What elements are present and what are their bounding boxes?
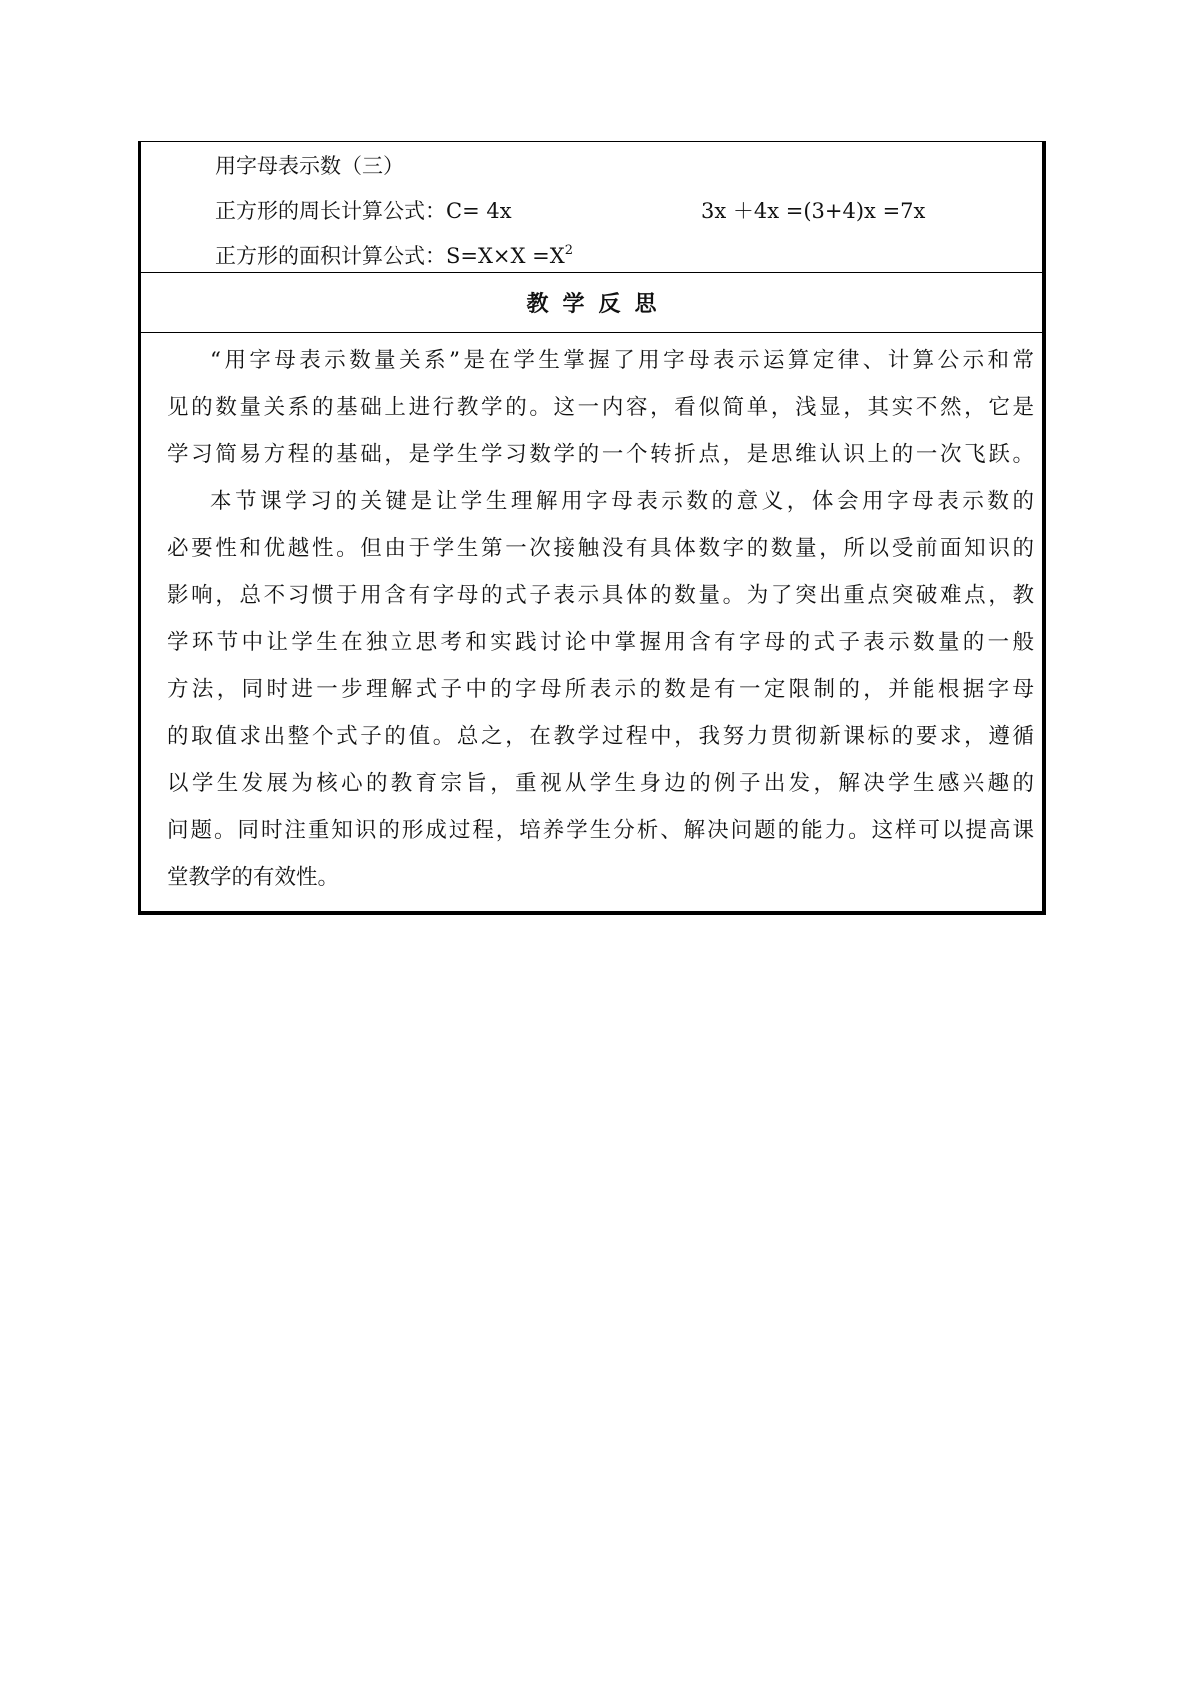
formula-row — [215, 189, 1042, 234]
reflection-body — [141, 333, 1042, 911]
area-formula-exponent: 2 — [564, 243, 573, 258]
paragraph-line: 堂教学的有效性。 — [167, 865, 340, 890]
board-title-text: 用字母表示数（三） — [215, 154, 404, 178]
perimeter-formula: 正方形的周长计算公式：C= 4x — [215, 199, 512, 223]
paragraph-line: 影响，总不习惯于用含有字母的式子表示具体的数量。为了突出重点突破难点，教 — [167, 583, 1034, 608]
area-formula — [215, 234, 1042, 279]
lesson-table — [138, 141, 1046, 915]
paragraph-line: 问题。同时注重知识的形成过程，培养学生分析、解决问题的能力。这样可以提高课 — [167, 818, 1034, 843]
reflection-paragraph-2 — [167, 478, 1034, 901]
combine-formula: 3x ＋4x =(3+4)x =7x — [701, 199, 926, 223]
paragraph-line: 本节课学习的关键是让学生理解用字母表示数的意义，体会用字母表示数的 — [210, 489, 1034, 514]
reflection-heading-text: 教学反思 — [526, 292, 671, 317]
reflection-heading — [141, 273, 1042, 333]
paragraph-line: 以学生发展为核心的教育宗旨，重视从学生身边的例子出发，解决学生感兴趣的 — [167, 771, 1034, 796]
paragraph-line: 方法，同时进一步理解式子中的字母所表示的数是有一定限制的，并能根据字母 — [167, 677, 1034, 702]
paragraph-line: 学习简易方程的基础，是学生学习数学的一个转折点，是思维认识上的一次飞跃。 — [167, 442, 1034, 467]
area-formula-text: 正方形的面积计算公式：S=X×X =X — [215, 244, 565, 268]
board-title — [215, 144, 1042, 189]
paragraph-line: 的取值求出整个式子的值。总之，在教学过程中，我努力贯彻新课标的要求，遵循 — [167, 724, 1034, 749]
paragraph-line: 见的数量关系的基础上进行教学的。这一内容，看似简单，浅显，其实不然，它是 — [167, 395, 1034, 420]
paragraph-line: 必要性和优越性。但由于学生第一次接触没有具体数字的数量，所以受前面知识的 — [167, 536, 1034, 561]
paragraph-line: 学环节中让学生在独立思考和实践讨论中掌握用含有字母的式子表示数量的一般 — [167, 630, 1034, 655]
paragraph-line: “用字母表示数量关系”是在学生掌握了用字母表示运算定律、计算公示和常 — [210, 348, 1034, 373]
reflection-paragraph-1 — [167, 337, 1034, 478]
blackboard-design-cell — [141, 142, 1042, 273]
